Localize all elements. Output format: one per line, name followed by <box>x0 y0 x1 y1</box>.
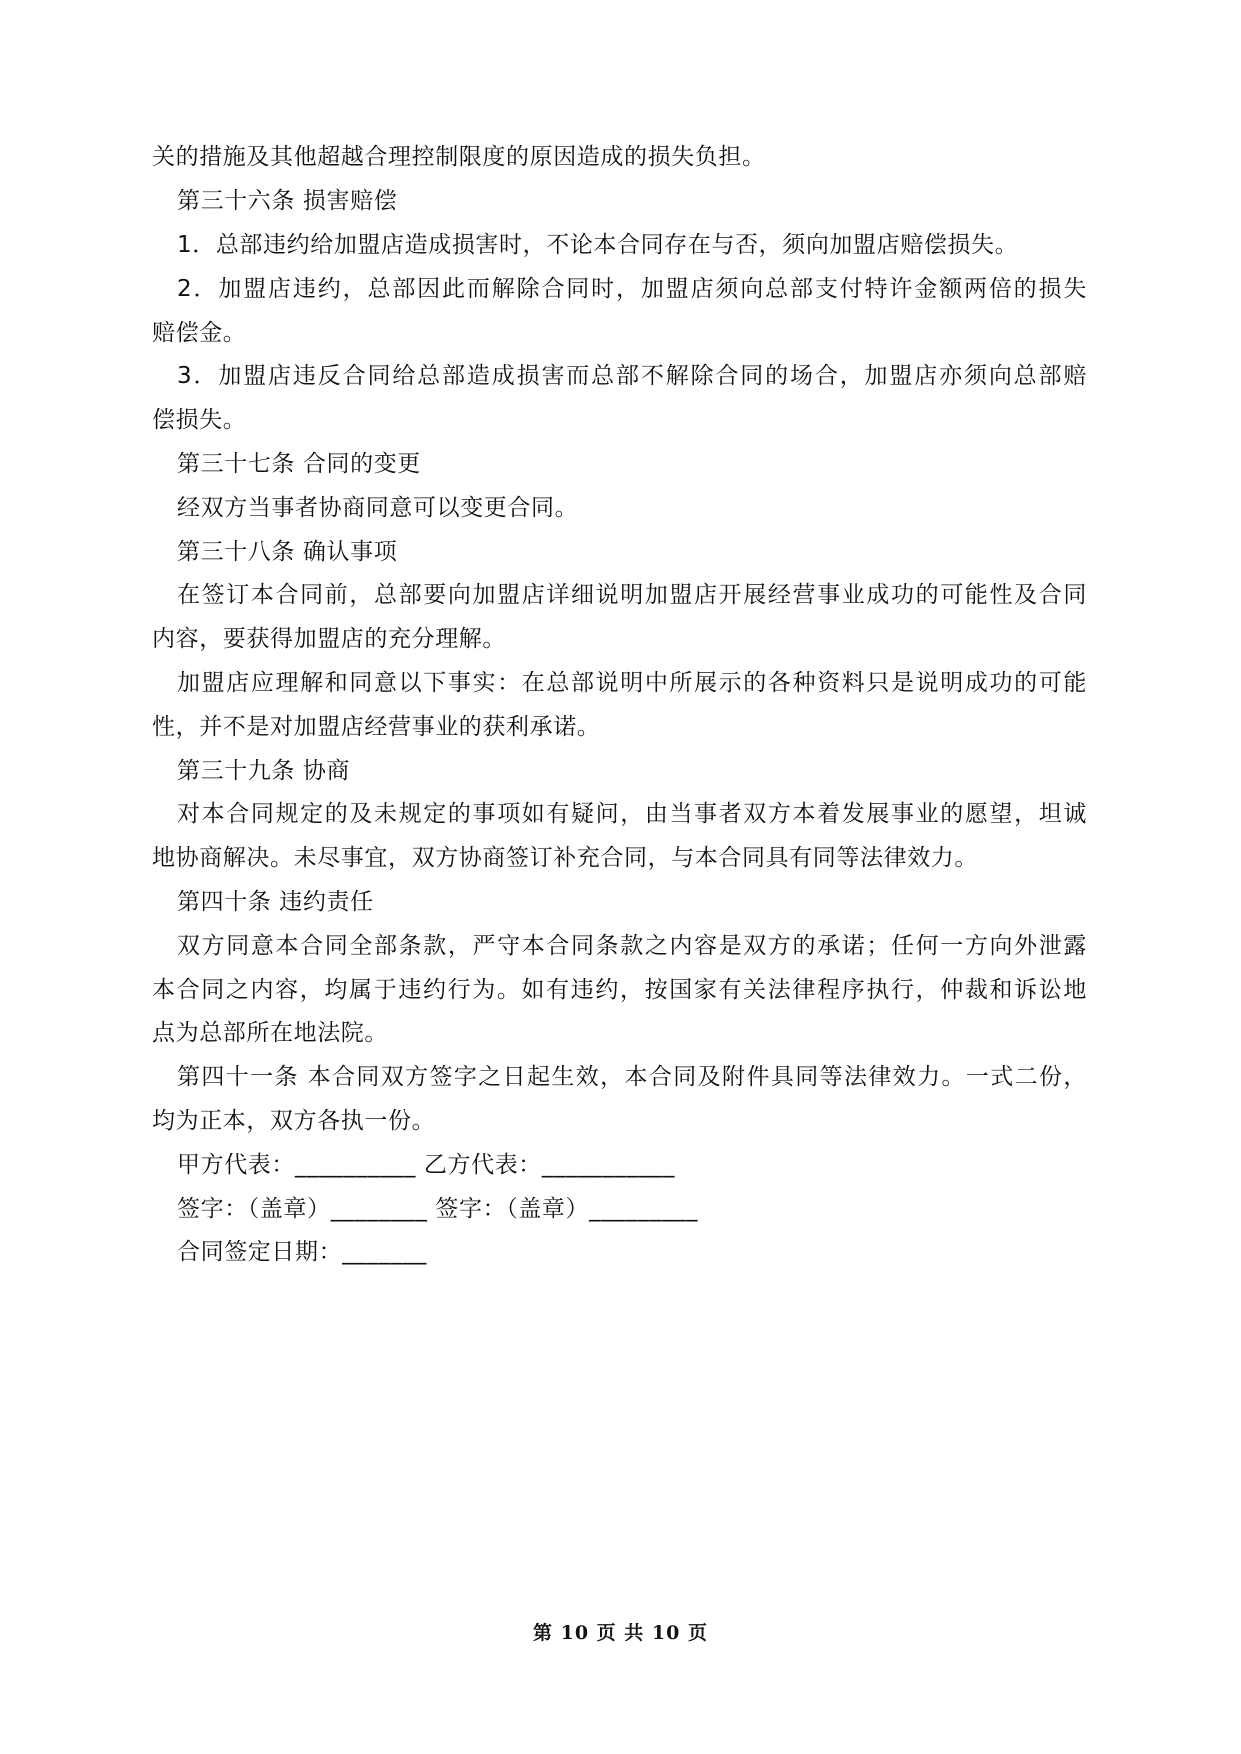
paragraph-line: 赔偿金。 <box>152 320 247 346</box>
paragraph-line: 关的措施及其他超越合理控制限度的原因造成的损失负担。 <box>152 144 766 170</box>
article-38-heading: 第三十八条 确认事项 <box>177 539 398 565</box>
article-41-text: 第四十一条 本合同双方签字之日起生效，本合同及附件具同等法律效力。一式二份， <box>177 1064 1087 1090</box>
signing-date-line: 合同签定日期：_______ <box>177 1239 427 1265</box>
paragraph-line: 均为正本，双方各执一份。 <box>152 1108 436 1134</box>
article-40-heading: 第四十条 违约责任 <box>177 889 374 915</box>
paragraph-line: 内容，要获得加盟店的充分理解。 <box>152 626 506 652</box>
article-36-heading: 第三十六条 损害赔偿 <box>177 188 398 214</box>
article-39-text: 对本合同规定的及未规定的事项如有疑问，由当事者双方本着发展事业的愿望，坦诚 <box>177 801 1087 827</box>
signature-seal-line: 签字：（盖章）________ 签字：（盖章）_________ <box>177 1196 699 1222</box>
paragraph-line: 本合同之内容，均属于违约行为。如有违约，按国家有关法律程序执行，仲裁和诉讼地 <box>152 977 1087 1003</box>
article-38-text: 加盟店应理解和同意以下事实：在总部说明中所展示的各种资料只是说明成功的可能 <box>177 670 1087 696</box>
article-38-text: 在签订本合同前，总部要向加盟店详细说明加盟店开展经营事业成功的可能性及合同 <box>177 582 1087 608</box>
paragraph-line: 点为总部所在地法院。 <box>152 1020 388 1046</box>
article-36-item-3: 3．加盟店违反合同给总部造成损害而总部不解除合同的场合，加盟店亦须向总部赔 <box>177 363 1087 389</box>
article-40-text: 双方同意本合同全部条款，严守本合同条款之内容是双方的承诺；任何一方向外泄露 <box>177 933 1087 959</box>
paragraph-line: 性，并不是对加盟店经营事业的获利承诺。 <box>152 714 601 740</box>
article-39-heading: 第三十九条 协商 <box>177 758 351 784</box>
representatives-line: 甲方代表：__________ 乙方代表：___________ <box>177 1152 676 1178</box>
article-36-item-1: 1．总部违约给加盟店造成损害时，不论本合同存在与否，须向加盟店赔偿损失。 <box>177 232 1019 258</box>
article-36-item-2: 2．加盟店违约，总部因此而解除合同时，加盟店须向总部支付特许金额两倍的损失 <box>177 276 1087 302</box>
article-37-text: 经双方当事者协商同意可以变更合同。 <box>177 495 579 521</box>
page-number-footer: 第 10 页 共 10 页 <box>533 1622 708 1644</box>
article-37-heading: 第三十七条 合同的变更 <box>177 451 421 477</box>
paragraph-line: 偿损失。 <box>152 407 247 433</box>
paragraph-line: 地协商解决。未尽事宜，双方协商签订补充合同，与本合同具有同等法律效力。 <box>152 845 978 871</box>
